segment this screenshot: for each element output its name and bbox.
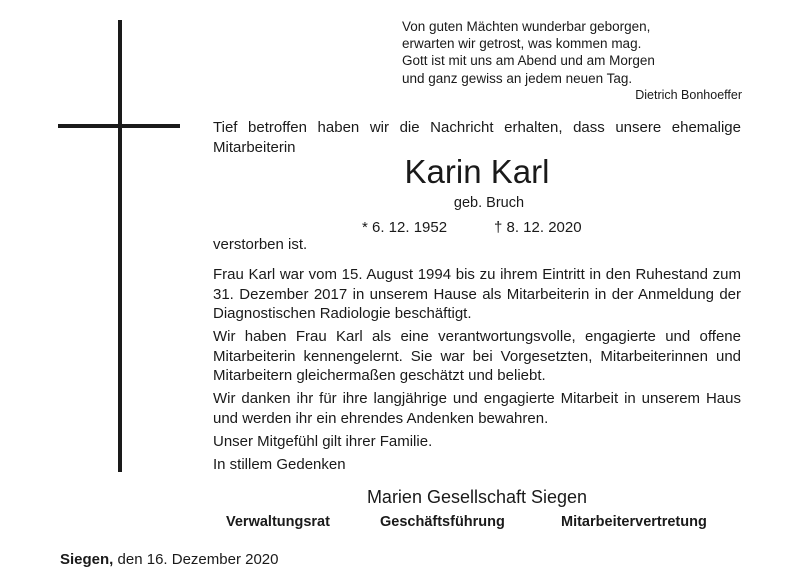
footer-date: den 16. Dezember 2020: [117, 551, 279, 568]
verstorben-text: verstorben ist.: [213, 236, 308, 253]
poem: [402, 18, 742, 104]
footer-place-date: [60, 551, 278, 568]
signatory-management: Geschäftsführung: [380, 514, 505, 530]
birth-date: * 6. 12. 1952: [362, 219, 448, 236]
intro-text: Tief betroffen haben wir die Nachricht erhalten, dass unsere ehemalige Mitarbeiterin: [213, 119, 741, 156]
poem-line: Von guten Mächten wunderbar geborgen,: [402, 19, 651, 34]
closing-text: In stillem Gedenken: [213, 456, 346, 473]
signatory-staff-council: Mitarbeitervertretung: [561, 514, 707, 530]
maiden-name: geb. Bruch: [453, 195, 525, 211]
poem-line: erwarten wir getrost, was kommen mag.: [402, 36, 642, 52]
poem-line: Gott ist mit uns am Abend und am Morgen: [402, 53, 655, 69]
paragraph-character: Wir haben Frau Karl als eine verantwortungsvolle, engagierte und offene Mitarbeiterin kennengelernt. Sie war bei Vorgesetzten, Mitarbeiterinnen und Mitarbeitern gleichermaßen geschätzt und beliebt.: [213, 328, 741, 384]
paragraph-thanks: Wir danken ihr für ihre langjährige und engagierte Mitarbeit in unserem Haus und werden ihr ein ehrendes Andenken bewahren.: [213, 390, 741, 427]
cross-horizontal-bar: [58, 124, 180, 128]
death-date: † 8. 12. 2020: [494, 219, 582, 236]
footer-place: Siegen,: [60, 551, 114, 568]
paragraph-employment: Frau Karl war vom 15. August 1994 bis zu ihrem Eintritt in den Ruhestand zum 31. Dezember 2017 in unserem Hause als Mitarbeiterin in der Anmeldung der Diagnostischen Radiologie beschäftigt.: [213, 266, 741, 322]
cross-vertical-bar: [118, 20, 122, 472]
deceased-name: Karin Karl: [404, 153, 550, 190]
sympathy-text: Unser Mitgefühl gilt ihrer Familie.: [213, 433, 433, 450]
poem-author: Dietrich Bonhoeffer: [635, 87, 742, 102]
signatory-board: Verwaltungsrat: [226, 514, 330, 530]
organization-name: Marien Gesellschaft Siegen: [366, 487, 588, 507]
poem-line: und ganz gewiss an jedem neuen Tag.: [402, 70, 633, 86]
